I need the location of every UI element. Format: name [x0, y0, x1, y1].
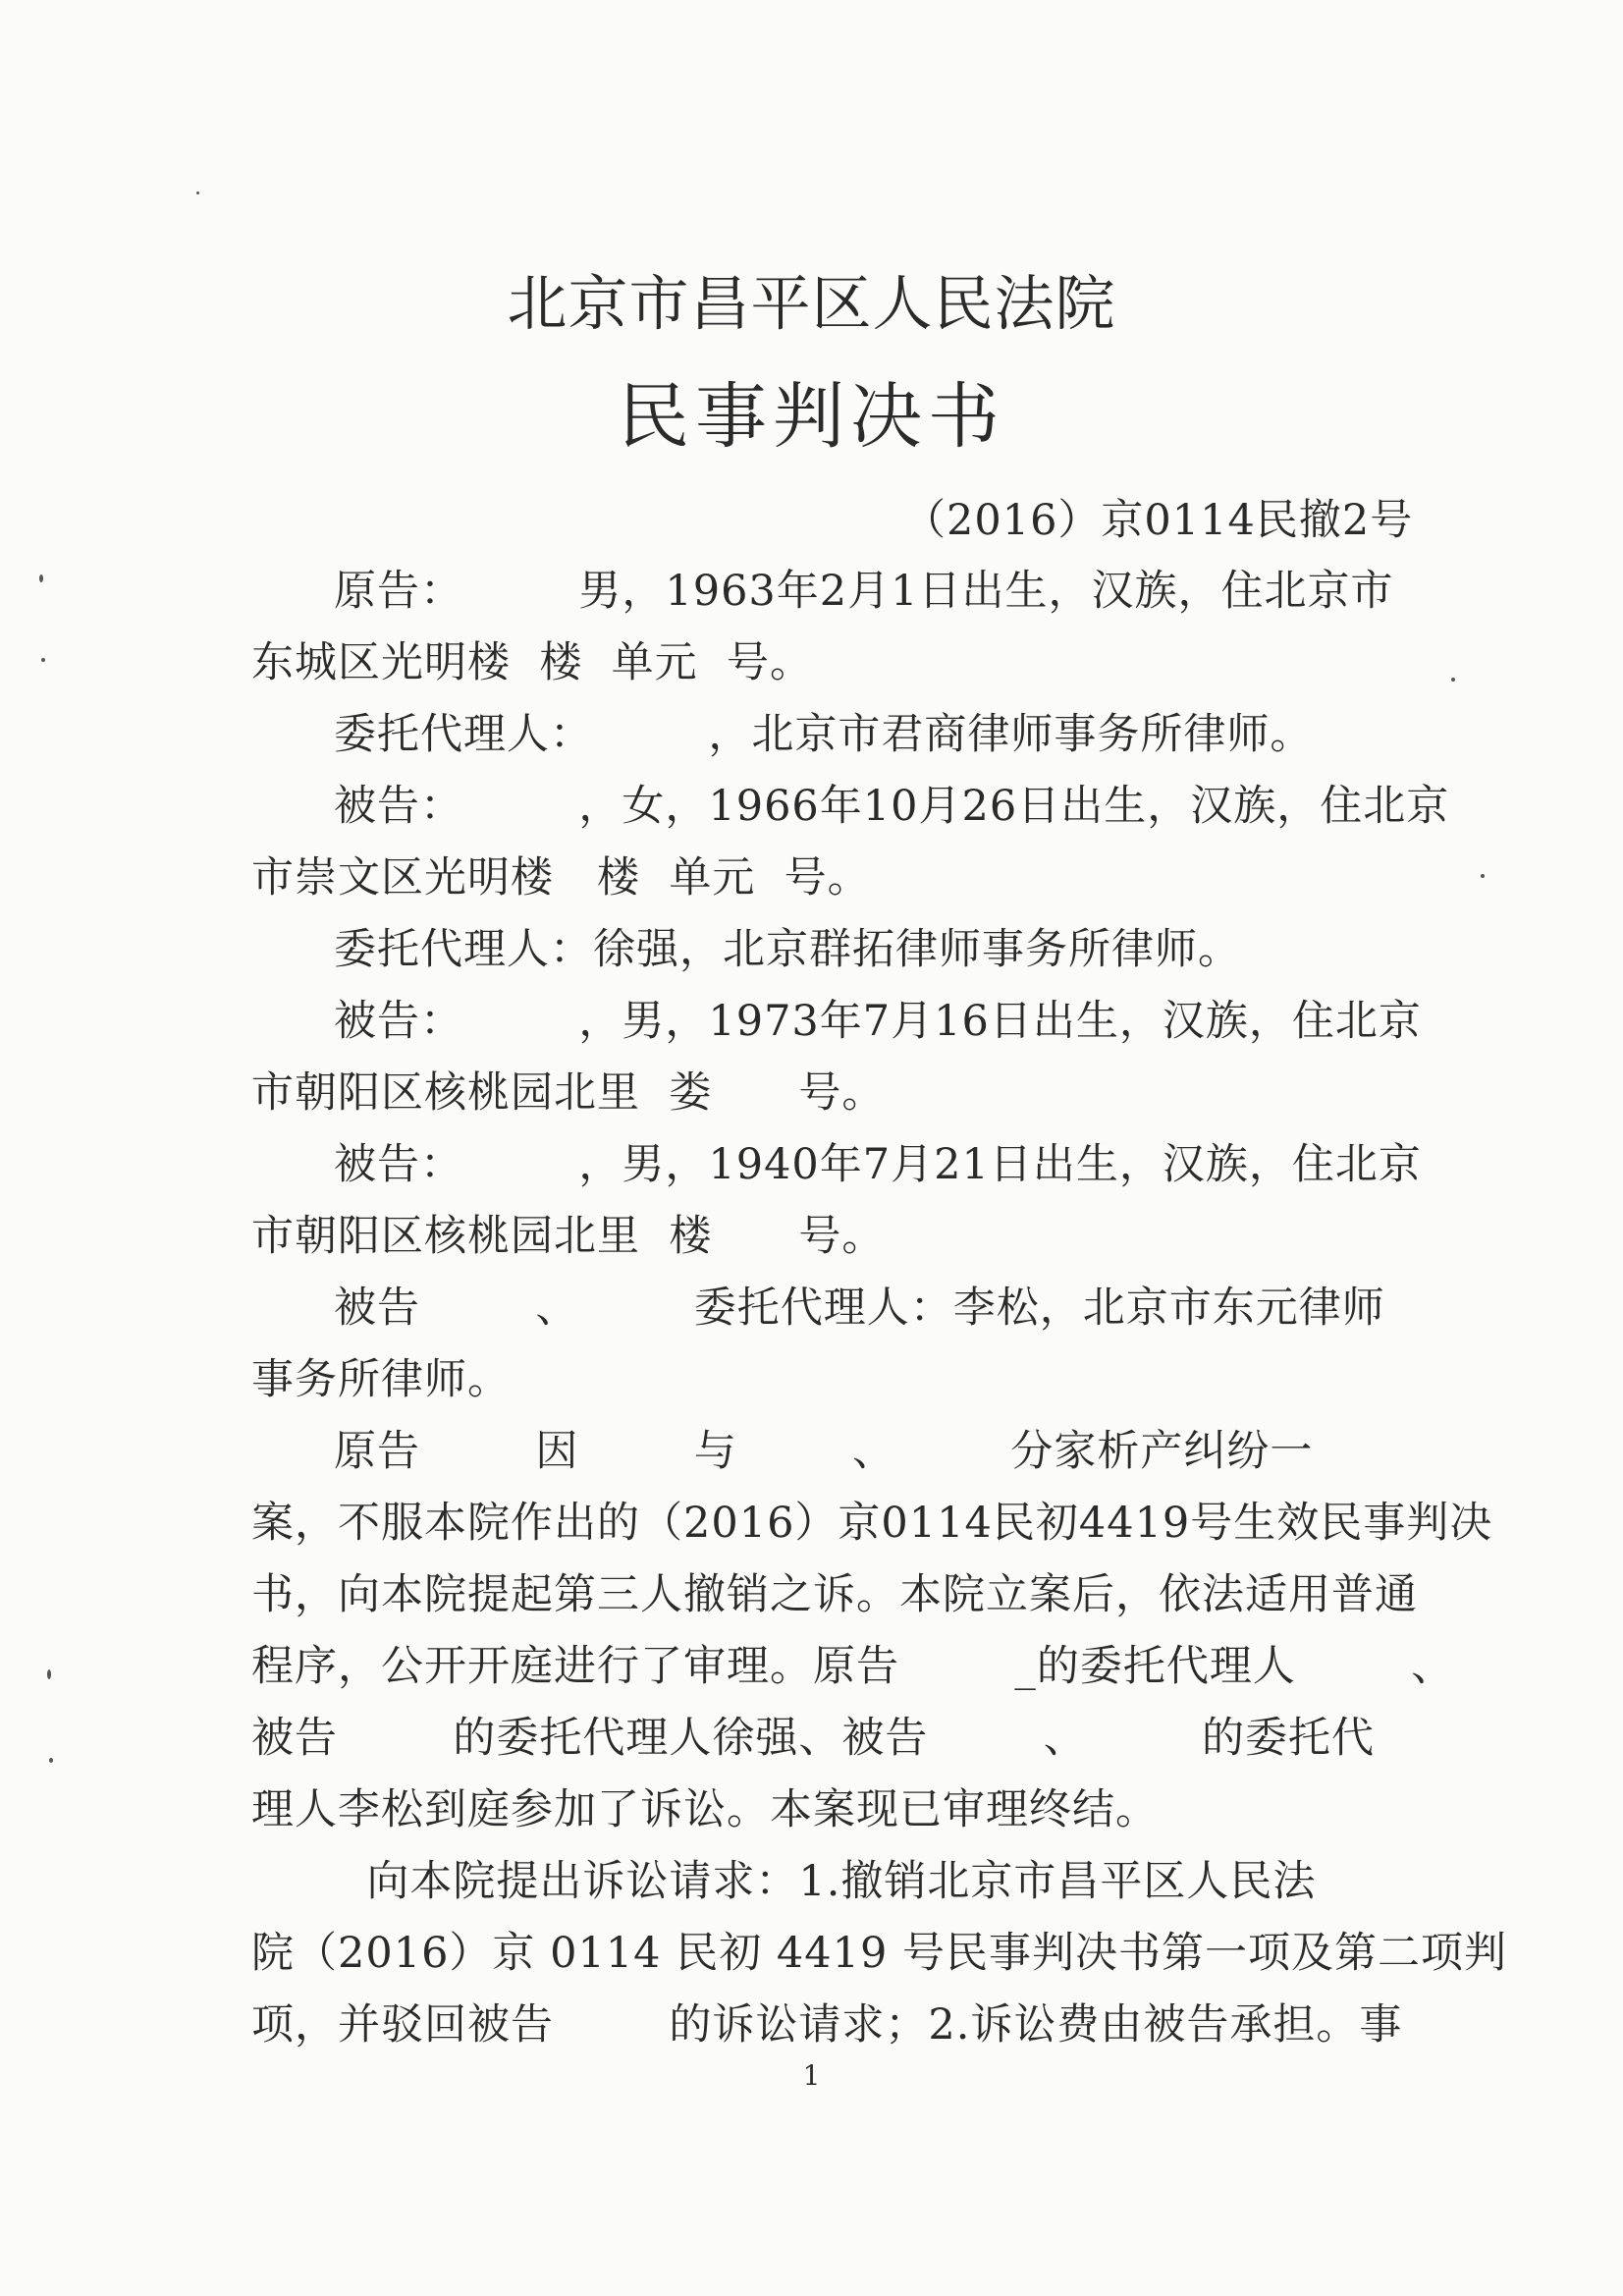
- body-line: 被告： ，女，1966年10月26日出生，汉族，住北京: [334, 782, 1450, 831]
- scan-speck: [1451, 678, 1455, 682]
- body-line: 原告 因 与 、 分家析产纠纷一: [334, 1427, 1314, 1476]
- body-line: 市朝阳区核桃园北里 楼 号。: [251, 1212, 886, 1261]
- body-line: 理人李松到庭参加了诉讼。本案现已审理终结。: [251, 1785, 1159, 1834]
- scan-speck: [39, 574, 43, 582]
- body-line: 被告 、 委托代理人：李松，北京市东元律师: [334, 1284, 1385, 1333]
- scan-speck: [1481, 874, 1485, 878]
- case-number: （2016）京0114民撤2号: [903, 496, 1414, 545]
- body-line: 被告： ，男，1940年7月21日出生，汉族，住北京: [334, 1140, 1422, 1189]
- body-line: 委托代理人： ，北京市君商律师事务所律师。: [334, 710, 1314, 759]
- scan-speck: [47, 1669, 51, 1679]
- body-line: 向本院提出诉讼请求：1.撤销北京市昌平区人民法: [251, 1857, 1317, 1906]
- court-name: 北京市昌平区人民法院: [507, 269, 1116, 339]
- scan-speck: [196, 191, 199, 194]
- body-line: 被告 的委托代理人徐强、被告 、 的委托代: [251, 1714, 1376, 1763]
- body-line: 事务所律师。: [251, 1355, 511, 1404]
- document-title: 民事判决书: [618, 375, 1005, 459]
- body-line: 原告： 男，1963年2月1日出生，汉族，住北京市: [334, 567, 1394, 616]
- body-line: 院（2016）京 0114 民初 4419 号民事判决书第一项及第二项判: [251, 1929, 1507, 1978]
- page-number: 1: [802, 2059, 821, 2092]
- body-line: 程序，公开开庭进行了审理。原告 _的委托代理人 、: [251, 1642, 1455, 1691]
- scan-speck: [49, 1758, 53, 1763]
- scan-speck: [41, 658, 45, 662]
- body-line: 市崇文区光明楼 楼 单元 号。: [251, 853, 871, 902]
- body-line: 市朝阳区核桃园北里 娄 号。: [251, 1068, 886, 1118]
- body-line: 东城区光明楼 楼 单元 号。: [251, 638, 814, 687]
- body-line: 案，不服本院作出的（2016）京0114民初4419号生效民事判决: [251, 1499, 1493, 1548]
- body-line: 书，向本院提起第三人撤销之诉。本院立案后，依法适用普通: [251, 1570, 1418, 1619]
- body-line: 委托代理人：徐强，北京群拓律师事务所律师。: [334, 925, 1241, 974]
- body-line: 项，并驳回被告 的诉讼请求；2.诉讼费由被告承担。事: [251, 2000, 1403, 2050]
- body-line: 被告： ，男，1973年7月16日出生，汉族，住北京: [334, 997, 1422, 1046]
